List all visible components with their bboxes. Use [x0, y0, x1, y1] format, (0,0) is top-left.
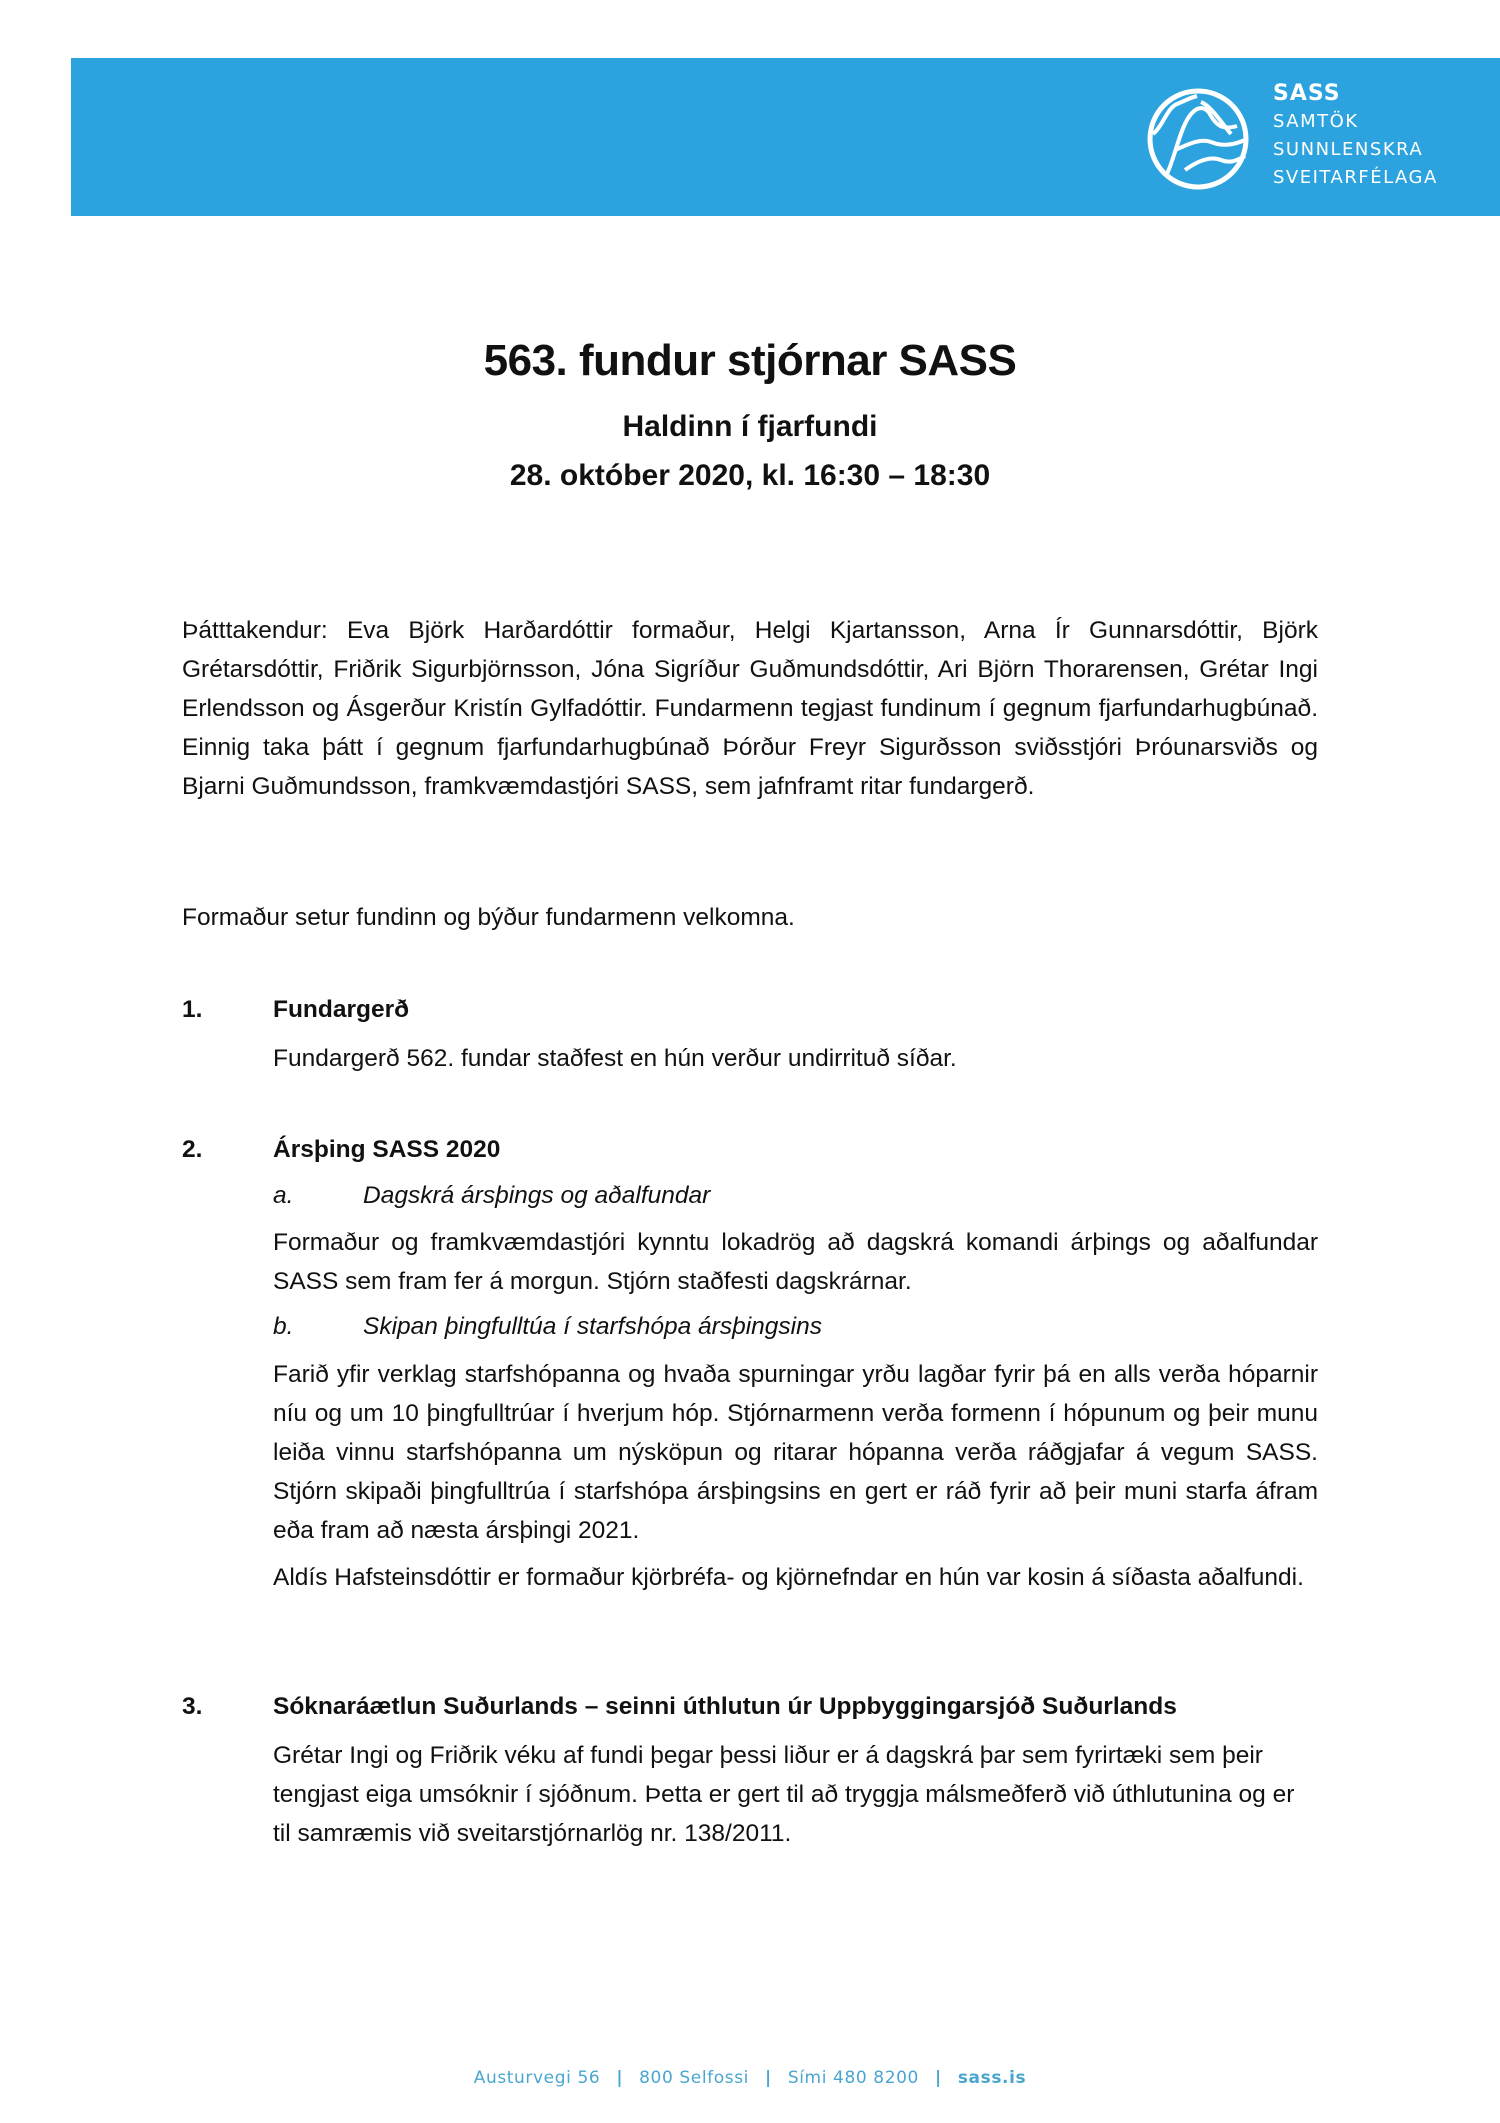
- meeting-location: Haldinn í fjarfundi: [622, 410, 878, 443]
- footer-address: Austurvegi 56: [473, 2068, 601, 2088]
- item-1-title: Fundargerð: [273, 996, 410, 1023]
- item-3-body: Grétar Ingi og Friðrik véku af fundi þegar þessi liður er á dagskrá þar sem fyrirtæki sem þeir tengjast eiga umsóknir í sjóðnum. Þetta er gert til að tryggja málsmeðferð við úthlutunina og er til samræmis við sveitarstjórnarlög nr. 138/2011.: [273, 1742, 1295, 1847]
- logo-line-1: SAMTÖK: [1273, 111, 1359, 132]
- item-1-number: 1.: [182, 996, 203, 1023]
- item-2a-title: Dagskrá ársþings og aðalfundar: [363, 1182, 711, 1209]
- participants-paragraph: Þátttakendur: Eva Björk Harðardóttir formaður, Helgi Kjartansson, Arna Ír Gunnarsdóttir, Björk Grétarsdóttir, Friðrik Sigurbjörnsson, Jóna Sigríður Guðmundsdóttir, Ari Björn Thorarensen, Grétar Ingi Erlendsson og Ásgerður Kristín Gylfadóttir. Fundarmenn tegjast fundinum í gegnum fjarfundarhugbúnað. Einnig taka þátt í gegnum fjarfundarhugbúnað Þórður Freyr Sigurðsson sviðsstjóri Þróunarsviðs og Bjarni Guðmundsson, framkvæmdastjóri SASS, sem jafnframt ritar fundargerð.: [182, 617, 1318, 800]
- item-2b-body: Farið yfir verklag starfshópanna og hvaða spurningar yrðu lagðar fyrir þá en alls verða hóparnir níu og um 10 þingfulltrúar í hverjum hóp. Stjórnarmenn verða formenn í hópunum og þeir munu leiða vinnu starfshópanna um nýsköpun og ritarar hópanna verða ráðgjafar á vegum SASS. Stjórn skipaði þingfulltrúa í starfshópa ársþingsins en gert er ráð fyrir að þeir muni starfa áfram eða fram að næsta ársþingi 2021.: [273, 1361, 1318, 1544]
- item-3-number: 3.: [182, 1693, 203, 1720]
- footer-phone: Sími 480 8200: [787, 2068, 919, 2088]
- logo-line-2: SUNNLENSKRA: [1273, 139, 1424, 160]
- item-2b-letter: b.: [273, 1313, 294, 1340]
- logo-wordmark: [1273, 80, 1438, 192]
- footer-separator: |: [616, 2068, 624, 2088]
- footer-separator: |: [765, 2068, 772, 2088]
- footer-separator: |: [934, 2068, 942, 2088]
- sass-wave-circle-logo-icon: [1145, 86, 1251, 192]
- item-1-body: Fundargerð 562. fundar staðfest en hún verður undirrituð síðar.: [273, 1045, 957, 1072]
- logo-line-3: SVEITARFÉLAGA: [1273, 167, 1438, 188]
- opening-paragraph: Formaður setur fundinn og býður fundarmenn velkomna.: [182, 904, 795, 931]
- document-title: 563. fundur stjórnar SASS: [483, 336, 1017, 385]
- footer-postal: 800 Selfossi: [639, 2068, 749, 2088]
- logo-brand: SASS: [1273, 81, 1341, 106]
- item-2b-body-2: Aldís Hafsteinsdóttir er formaður kjörbréfa- og kjörnefndar en hún var kosin á síðasta aðalfundi.: [273, 1564, 1304, 1591]
- item-2-title: Ársþing SASS 2020: [273, 1136, 501, 1163]
- footer-contact: [0, 2068, 1500, 2088]
- item-2-number: 2.: [182, 1136, 203, 1163]
- item-3-title: Sóknaráætlun Suðurlands – seinni úthlutun úr Uppbyggingarsjóð Suðurlands: [273, 1693, 1177, 1720]
- item-2a-body: Formaður og framkvæmdastjóri kynntu lokadrög að dagskrá komandi árþings og aðalfundar SASS sem fram fer á morgun. Stjórn staðfesti dagskrárnar.: [273, 1229, 1318, 1295]
- footer-website-link[interactable]: sass.is: [957, 2068, 1027, 2088]
- item-2b-title: Skipan þingfulltúa í starfshópa ársþingsins: [363, 1313, 822, 1340]
- item-2a-letter: a.: [273, 1182, 294, 1209]
- meeting-datetime: 28. október 2020, kl. 16:30 – 18:30: [509, 459, 991, 492]
